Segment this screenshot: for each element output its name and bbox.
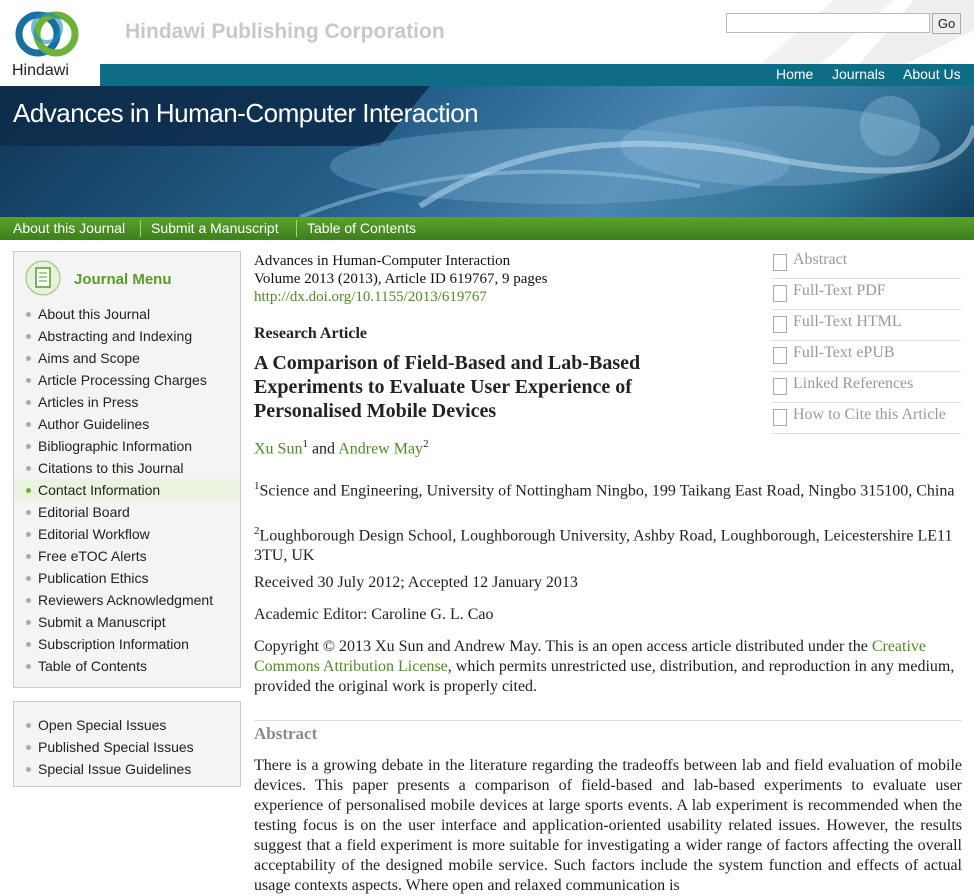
menu-item-etoc[interactable]: Free eTOC Alerts (14, 545, 240, 567)
author-sup: 2 (423, 438, 429, 450)
affiliation-sup: 1 (254, 480, 260, 492)
author-conjunction: and (311, 440, 336, 458)
menu-item-open-special[interactable]: Open Special Issues (14, 714, 240, 736)
journal-nav-toc[interactable]: Table of Contents (307, 220, 416, 236)
link-abstract[interactable] (771, 248, 961, 279)
journal-menu (13, 251, 241, 688)
header-decoration (594, 0, 974, 70)
copyright (254, 637, 962, 697)
link-label[interactable]: Full-Text HTML (793, 313, 902, 330)
affiliation-sup: 2 (254, 525, 260, 537)
journal-navigation (0, 217, 974, 240)
menu-item-submit[interactable]: Submit a Manuscript (14, 611, 240, 633)
menu-item-published-special[interactable]: Published Special Issues (14, 736, 240, 758)
journal-menu-icon (25, 260, 61, 296)
nav-journals[interactable]: Journals (832, 66, 885, 82)
author-link[interactable]: Andrew May (338, 440, 424, 458)
menu-item-contact[interactable]: Contact Information (14, 479, 240, 501)
menu-item-toc[interactable]: Table of Contents (14, 655, 240, 677)
link-how-to-cite[interactable] (771, 403, 961, 434)
menu-item-charges[interactable]: Article Processing Charges (14, 369, 240, 391)
affiliation (254, 521, 962, 566)
journal-menu-list (14, 303, 240, 677)
link-label[interactable]: Full-Text ePUB (793, 344, 895, 361)
journal-nav-about[interactable]: About this Journal (13, 220, 126, 236)
doi-link[interactable]: http://dx.doi.org/10.1155/2013/619767 (254, 289, 487, 305)
article-meta (254, 252, 547, 306)
affiliation-text: Science and Engineering, University of Nottingham Ningbo, 199 Taikang East Road, Ningbo 315100, China (259, 482, 955, 500)
author-sup: 1 (302, 438, 308, 450)
link-epub[interactable] (771, 341, 961, 372)
copyright-text: , which permits unrestricted use, distribution, and reproduction in any medium, provided the original work is properly cited. (254, 658, 955, 695)
license-link[interactable]: Creative Commons Attribution License (254, 638, 927, 675)
nav-about-us[interactable]: About Us (903, 66, 961, 82)
publisher-name[interactable]: Hindawi Publishing Corporation (125, 20, 445, 43)
journal-banner (0, 86, 974, 217)
menu-item-articles-in-press[interactable]: Articles in Press (14, 391, 240, 413)
link-label[interactable]: How to Cite this Article (793, 406, 946, 423)
site-header (0, 0, 974, 86)
link-label[interactable]: Linked References (793, 375, 914, 392)
link-label[interactable]: Abstract (793, 251, 848, 268)
search-input[interactable] (726, 13, 930, 33)
journal-nav-submit[interactable]: Submit a Manuscript (151, 220, 279, 236)
document-icon (773, 254, 787, 271)
menu-item-special-guidelines[interactable]: Special Issue Guidelines (14, 758, 240, 780)
volume-line: Volume 2013 (2013), Article ID 619767, 9 pages (254, 271, 548, 287)
article-title: A Comparison of Field-Based and Lab-Based Experiments to Evaluate User Experience of Personalised Mobile Devices (254, 352, 641, 422)
article-type: Research Article (254, 325, 367, 342)
question-icon (773, 409, 787, 426)
menu-item-aims[interactable]: Aims and Scope (14, 347, 240, 369)
nav-separator (140, 220, 141, 237)
affiliation-text: Loughborough Design School, Loughborough University, Ashby Road, Loughborough, Leicestershire LE11 3TU, UK (254, 527, 953, 565)
go-button[interactable]: Go (932, 13, 961, 34)
affiliation (254, 476, 962, 501)
link-label[interactable]: Full-Text PDF (793, 282, 886, 299)
link-html[interactable] (771, 310, 961, 341)
html-icon (773, 316, 787, 333)
menu-item-ethics[interactable]: Publication Ethics (14, 567, 240, 589)
menu-item-abstracting[interactable]: Abstracting and Indexing (14, 325, 240, 347)
journal-menu-title: Journal Menu (74, 271, 172, 288)
copyright-text: Copyright © 2013 Xu Sun and Andrew May. This is an open access article distributed under the (254, 638, 872, 655)
special-issues-list (14, 714, 240, 780)
nav-separator (296, 220, 297, 237)
menu-item-citations[interactable]: Citations to this Journal (14, 457, 240, 479)
academic-editor: Academic Editor: Caroline G. L. Cao (254, 606, 494, 623)
nav-home[interactable]: Home (776, 66, 814, 82)
menu-item-subscription[interactable]: Subscription Information (14, 633, 240, 655)
author-link[interactable]: Xu Sun (254, 440, 303, 458)
link-references[interactable] (771, 372, 961, 403)
abstract-heading: Abstract (254, 720, 962, 744)
logo-text[interactable]: Hindawi (12, 62, 69, 79)
authors (254, 438, 429, 458)
menu-item-bibliographic[interactable]: Bibliographic Information (14, 435, 240, 457)
top-navigation (100, 64, 974, 86)
journal-title[interactable]: Advances in Human-Computer Interaction (13, 98, 479, 128)
epub-icon (773, 347, 787, 364)
menu-item-editorial-workflow[interactable]: Editorial Workflow (14, 523, 240, 545)
menu-item-editorial-board[interactable]: Editorial Board (14, 501, 240, 523)
menu-item-about[interactable]: About this Journal (14, 303, 240, 325)
link-pdf[interactable] (771, 279, 961, 310)
pdf-icon (773, 285, 787, 302)
article-links (771, 248, 961, 434)
menu-item-author-guidelines[interactable]: Author Guidelines (14, 413, 240, 435)
received-dates: Received 30 July 2012; Accepted 12 January 2013 (254, 574, 578, 591)
references-icon (773, 378, 787, 395)
journal-name: Advances in Human-Computer Interaction (254, 253, 511, 269)
abstract-text: There is a growing debate in the literature regarding the tradeoffs between lab and field evaluation of mobile devices. This paper presents a comparison of field-based and lab-based experiments to evaluate user experience of personalised mobile devices at large sports events. A lab experiment is recommended when the testing focus is on the user interface and application-oriented usability related issues. However, the results suggest that a field experiment is more suitable for investigating a wider range of factors affecting the overall acceptability of the designed mobile service. Such factors include the system function and effects of actual usage contexts aspects. Where open and relaxed communication is (254, 757, 962, 894)
special-issues-menu (13, 701, 241, 787)
menu-item-reviewers[interactable]: Reviewers Acknowledgment (14, 589, 240, 611)
